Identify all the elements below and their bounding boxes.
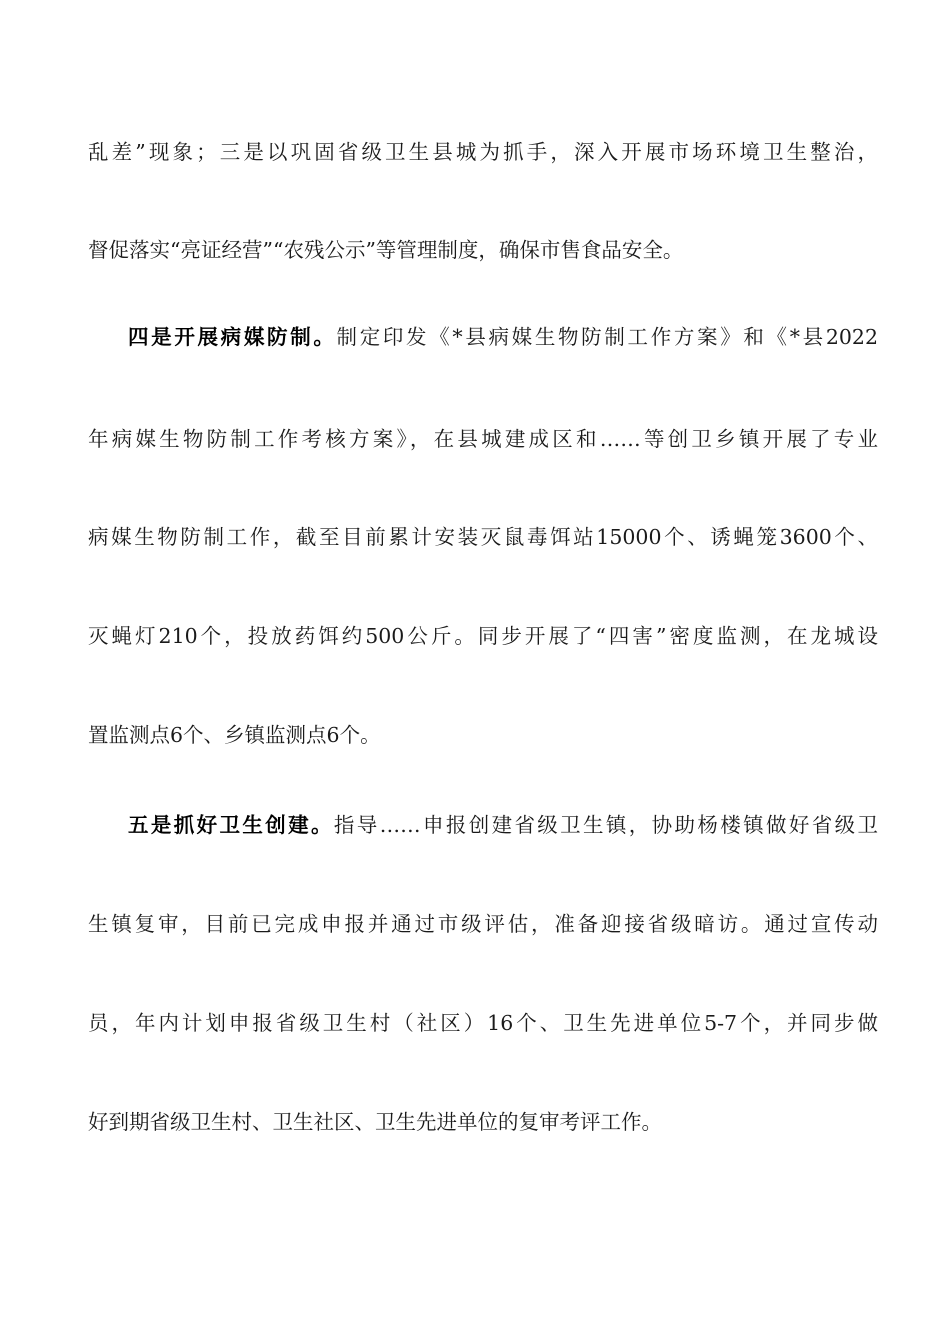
paragraph-2-line-5-text: 置监测点6个、乡镇监测点6个。 <box>88 723 381 747</box>
paragraph-3-line-1 <box>128 808 878 842</box>
paragraph-2-line-1 <box>128 320 878 354</box>
paragraph-3-line-3 <box>88 1006 878 1040</box>
paragraph-3-line-2-text: 生镇复审，目前已完成申报并通过市级评估，准备迎接省级暗访。通过宣传动 <box>88 912 878 936</box>
paragraph-2-line-4-text: 灭蝇灯210个，投放药饵约500公斤。同步开展了“四害”密度监测，在龙城设 <box>88 624 878 648</box>
paragraph-3-line-1-text: 指导……申报创建省级卫生镇，协助杨楼镇做好省级卫 <box>333 813 879 837</box>
paragraph-3-line-3-text: 员，年内计划申报省级卫生村（社区）16个、卫生先进单位5-7个，并同步做 <box>88 1011 878 1035</box>
paragraph-1-line-1-text: 乱差”现象；三是以巩固省级卫生县城为抓手，深入开展市场环境卫生整治， <box>88 140 878 164</box>
paragraph-2-line-3 <box>88 520 878 554</box>
paragraph-2-line-2 <box>88 422 878 456</box>
paragraph-3-heading: 五是抓好卫生创建。 <box>128 813 334 837</box>
paragraph-2-line-5 <box>88 718 878 752</box>
paragraph-1-line-2-text: 督促落实“亮证经营”“农残公示”等管理制度，确保市售食品安全。 <box>88 238 684 262</box>
paragraph-2-line-3-text: 病媒生物防制工作，截至目前累计安装灭鼠毒饵站15000个、诱蝇笼3600个、 <box>88 525 878 549</box>
paragraph-2-line-4 <box>88 619 878 653</box>
paragraph-2-heading: 四是开展病媒防制。 <box>128 325 337 349</box>
paragraph-3-line-4-text: 好到期省级卫生村、卫生社区、卫生先进单位的复审考评工作。 <box>88 1110 662 1134</box>
paragraph-3-line-2 <box>88 907 878 941</box>
paragraph-3-line-4 <box>88 1105 878 1139</box>
paragraph-1-line-1 <box>88 135 878 169</box>
paragraph-2-line-2-text: 年病媒生物防制工作考核方案》，在县城建成区和……等创卫乡镇开展了专业 <box>88 427 878 451</box>
paragraph-2-line-1-text: 制定印发《*县病媒生物防制工作方案》和《*县2022 <box>336 325 878 349</box>
paragraph-1-line-2 <box>88 233 878 267</box>
